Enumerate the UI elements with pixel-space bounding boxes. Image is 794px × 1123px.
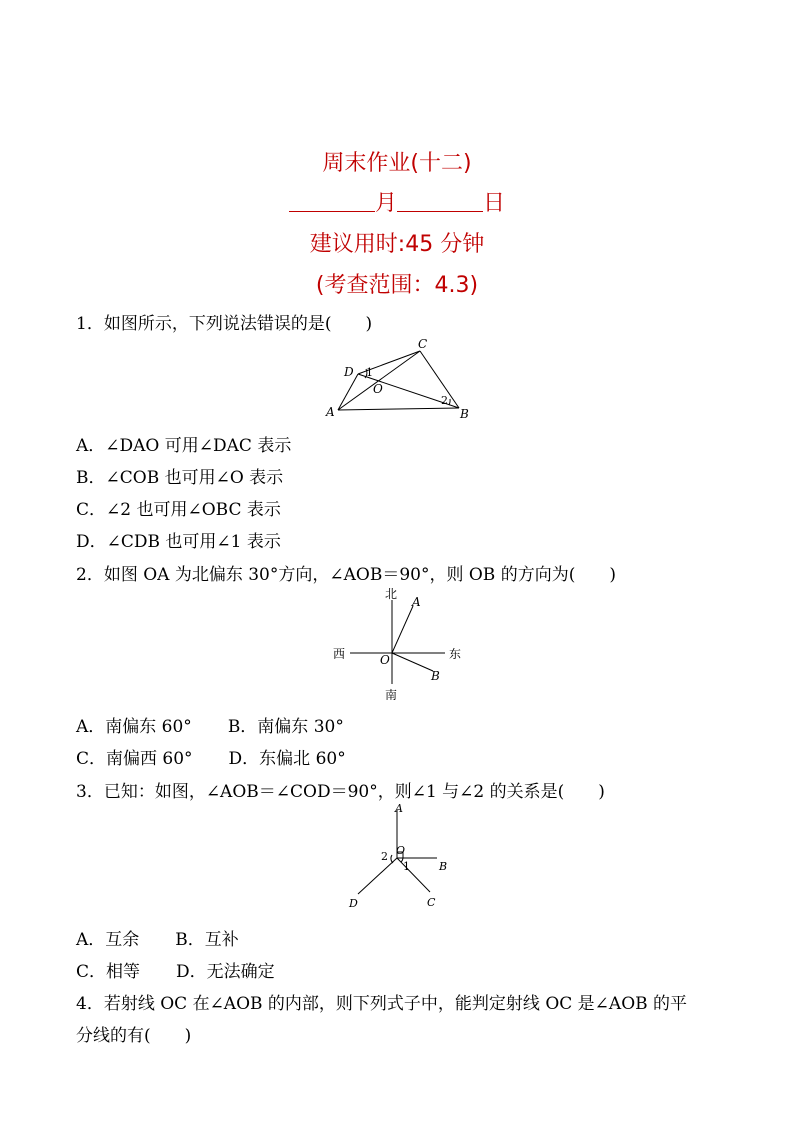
question-3-options-row-1 xyxy=(76,925,239,950)
question-3-option-b: B．互补 xyxy=(175,930,239,950)
date-line xyxy=(0,186,794,217)
ray-OB xyxy=(392,653,433,671)
question-1-stem: 1．如图所示，下列说法错误的是( ) xyxy=(76,314,373,334)
page-title: 周末作业(十二) xyxy=(322,151,472,176)
ray-OD xyxy=(358,858,397,894)
question-3-option-d: D．无法确定 xyxy=(176,962,275,982)
label-O: O xyxy=(373,382,383,396)
segment-DA xyxy=(338,374,358,410)
question-2-options-row-1 xyxy=(76,712,344,737)
question-3-stem: 3．已知：如图，∠AOB＝∠COD＝90°，则∠1 与∠2 的关系是( ) xyxy=(76,782,605,802)
label-angle-1: 1 xyxy=(403,860,410,873)
question-2-option-b: B．南偏东 30° xyxy=(227,717,344,737)
question-3-option-c: C．相等 xyxy=(76,962,141,982)
label-B: B xyxy=(460,407,469,420)
question-4-stem-line-2: 分线的有( ) xyxy=(76,1026,192,1046)
label-A: A xyxy=(395,802,403,815)
option-text: ∠2 也可用∠OBC 表示 xyxy=(106,500,281,520)
question-2-option-d: D．东偏北 60° xyxy=(228,749,346,769)
question-1-option-d: D．∠CDB 也可用∠1 表示 xyxy=(76,532,281,552)
label-A: A xyxy=(326,405,335,419)
segment-AB xyxy=(338,408,459,410)
label-angle-2: 2 xyxy=(441,394,448,407)
question-3-option-a: A．互余 xyxy=(76,930,140,950)
label-D: D xyxy=(349,897,358,910)
ray-OA xyxy=(392,606,413,653)
ray-OC xyxy=(397,858,430,892)
question-2-options-row-2 xyxy=(76,744,346,769)
day-label: 日 xyxy=(483,191,506,216)
suggested-time: 建议用时:45 分钟 xyxy=(309,232,485,257)
option-text: ∠DAO 可用∠DAC 表示 xyxy=(105,436,292,456)
label-east: 东 xyxy=(449,647,462,661)
option-text: ∠COB 也可用∠O 表示 xyxy=(105,468,284,488)
question-1-figure xyxy=(322,336,472,420)
label-B: B xyxy=(431,669,440,683)
label-O: O xyxy=(380,653,390,667)
question-2-option-c: C．南偏西 60° xyxy=(76,749,193,769)
question-1-option-a: A．∠DAO 可用∠DAC 表示 xyxy=(76,436,292,456)
question-3-options-row-2 xyxy=(76,957,275,982)
question-2-figure xyxy=(330,584,470,706)
label-angle-2: 2 xyxy=(381,850,388,863)
question-3-figure xyxy=(342,800,462,912)
label-north: 北 xyxy=(385,587,398,601)
day-blank xyxy=(397,191,483,212)
label-C: C xyxy=(427,896,436,909)
segment-AC xyxy=(338,351,420,410)
question-2-stem: 2．如图 OA 为北偏东 30°方向，∠AOB＝90°，则 OB 的方向为( ) xyxy=(76,565,616,585)
month-blank xyxy=(289,191,375,212)
label-O: O xyxy=(396,844,406,857)
exam-scope: (考查范围：4.3) xyxy=(315,273,479,298)
question-1-option-b: B．∠COB 也可用∠O 表示 xyxy=(76,468,284,488)
label-B: B xyxy=(439,860,448,873)
label-angle-1: 1 xyxy=(366,366,373,379)
question-2-option-a: A．南偏东 60° xyxy=(76,717,192,737)
label-west: 西 xyxy=(333,647,346,661)
question-1-option-c: C．∠2 也可用∠OBC 表示 xyxy=(76,500,281,520)
month-label: 月 xyxy=(374,191,397,216)
option-text: ∠CDB 也可用∠1 表示 xyxy=(106,532,281,552)
label-south: 南 xyxy=(385,688,398,702)
label-C: C xyxy=(418,337,428,351)
question-4-stem-line-1: 4．若射线 OC 在∠AOB 的内部，则下列式子中，能判定射线 OC 是∠AOB 的平 xyxy=(76,994,688,1014)
angle-2-arc xyxy=(449,399,450,405)
label-D: D xyxy=(344,365,354,379)
label-A: A xyxy=(412,595,421,609)
segment-BC xyxy=(420,351,459,408)
